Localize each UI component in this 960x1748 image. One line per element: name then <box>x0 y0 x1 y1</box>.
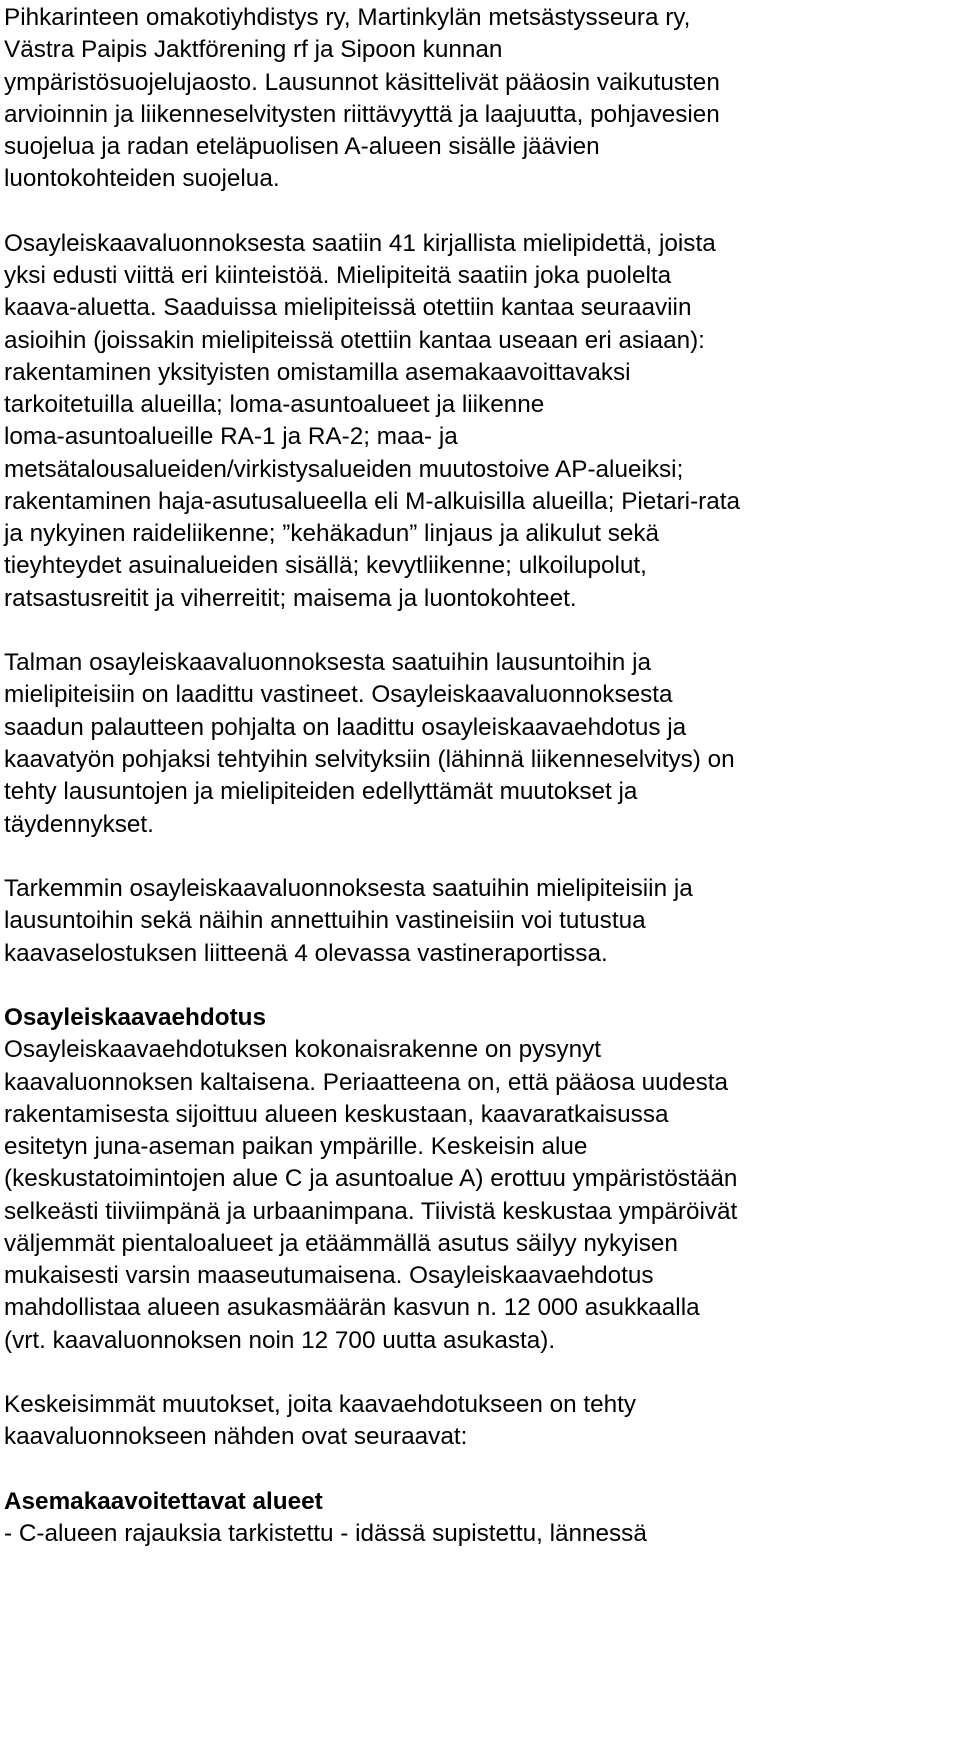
text-line: esitetyn juna-aseman paikan ympärille. Keskeisin alue <box>4 1133 588 1160</box>
text-line: tehty lausuntojen ja mielipiteiden edellyttämät muutokset ja <box>4 778 638 805</box>
text-line: tarkoitetuilla alueilla; loma-asuntoalueet ja liikenne <box>4 391 545 418</box>
text-line: kaavaselostuksen liitteenä 4 olevassa vastineraportissa. <box>4 940 608 967</box>
text-line: luontokohteiden suojelua. <box>4 165 280 192</box>
text-line: kaavaluonnoksen kaltaisena. Periaatteena on, että pääosa uudesta <box>4 1069 729 1096</box>
text-line: Talman osayleiskaavaluonnoksesta saatuihin lausuntoihin ja <box>4 649 651 676</box>
text-line: ratsastusreitit ja viherreitit; maisema ja luontokohteet. <box>4 585 577 612</box>
text-line: saadun palautteen pohjalta on laadittu osayleiskaavaehdotus ja <box>4 714 687 741</box>
text-line: tieyhteydet asuinalueiden sisällä; kevytliikenne; ulkoilupolut, <box>4 552 647 579</box>
text-line: ympäristösuojelujaosto. Lausunnot käsittelivät pääosin vaikutusten <box>4 69 720 96</box>
text-line: Keskeisimmät muutokset, joita kaavaehdotukseen on tehty <box>4 1391 637 1418</box>
text-line: mielipiteisiin on laadittu vastineet. Osayleiskaavaluonnoksesta <box>4 681 673 708</box>
text-line: mahdollistaa alueen asukasmäärän kasvun n. 12 000 asukkaalla <box>4 1294 700 1321</box>
text-line: Tarkemmin osayleiskaavaluonnoksesta saatuihin mielipiteisiin ja <box>4 875 693 902</box>
text-line: (vrt. kaavaluonnoksen noin 12 700 uutta asukasta). <box>4 1327 556 1354</box>
text-line: asioihin (joissakin mielipiteissä otettiin kantaa useaan eri asiaan): <box>4 327 705 354</box>
text-line: Pihkarinteen omakotiyhdistys ry, Martinkylän metsästysseura ry, <box>4 4 691 31</box>
section-heading: Osayleiskaavaehdotus <box>4 1004 267 1031</box>
text-line: Osayleiskaavaehdotuksen kokonaisrakenne on pysynyt <box>4 1036 601 1063</box>
text-line: rakentamisesta sijoittuu alueen keskustaan, kaavaratkaisussa <box>4 1101 669 1128</box>
text-line: kaava-aluetta. Saaduissa mielipiteissä otettiin kantaa seuraaviin <box>4 294 692 321</box>
text-line: selkeästi tiiviimpänä ja urbaanimpana. Tiivistä keskustaa ympäröivät <box>4 1198 738 1225</box>
text-line: (keskustatoimintojen alue C ja asuntoalue A) erottuu ympäristöstään <box>4 1165 738 1192</box>
text-line: rakentaminen yksityisten omistamilla asemakaavoittavaksi <box>4 359 631 386</box>
text-line: metsätalousalueiden/virkistysalueiden muutostoive AP-alueiksi; <box>4 456 684 483</box>
text-line: yksi edusti viittä eri kiinteistöä. Mielipiteitä saatiin joka puolelta <box>4 262 672 289</box>
text-line: - C-alueen rajauksia tarkistettu - idässä supistettu, lännessä <box>4 1520 647 1547</box>
section-heading: Asemakaavoitettavat alueet <box>4 1488 323 1515</box>
text-line: kaavaluonnokseen nähden ovat seuraavat: <box>4 1423 468 1450</box>
text-line: lausuntoihin sekä näihin annettuihin vastineisiin voi tutustua <box>4 907 646 934</box>
text-line: rakentaminen haja-asutusalueella eli M-alkuisilla alueilla; Pietari-rata <box>4 488 741 515</box>
text-line: täydennykset. <box>4 811 154 838</box>
text-line: arvioinnin ja liikenneselvitysten riittävyyttä ja laajuutta, pohjavesien <box>4 101 720 128</box>
text-line: kaavatyön pohjaksi tehtyihin selvityksiin (lähinnä liikenneselvitys) on <box>4 746 735 773</box>
text-line: väljemmät pientaloalueet ja etäämmällä asutus säilyy nykyisen <box>4 1230 678 1257</box>
text-line: mukaisesti varsin maaseutumaisena. Osayleiskaavaehdotus <box>4 1262 654 1289</box>
text-line: Västra Paipis Jaktförening rf ja Sipoon kunnan <box>4 36 503 63</box>
text-line: suojelua ja radan eteläpuolisen A-alueen sisälle jäävien <box>4 133 600 160</box>
text-line: loma-asuntoalueille RA-1 ja RA-2; maa- ja <box>4 423 458 450</box>
text-line: Osayleiskaavaluonnoksesta saatiin 41 kirjallista mielipidettä, joista <box>4 230 716 257</box>
text-line: ja nykyinen raideliikenne; ”kehäkadun” linjaus ja alikulut sekä <box>4 520 660 547</box>
